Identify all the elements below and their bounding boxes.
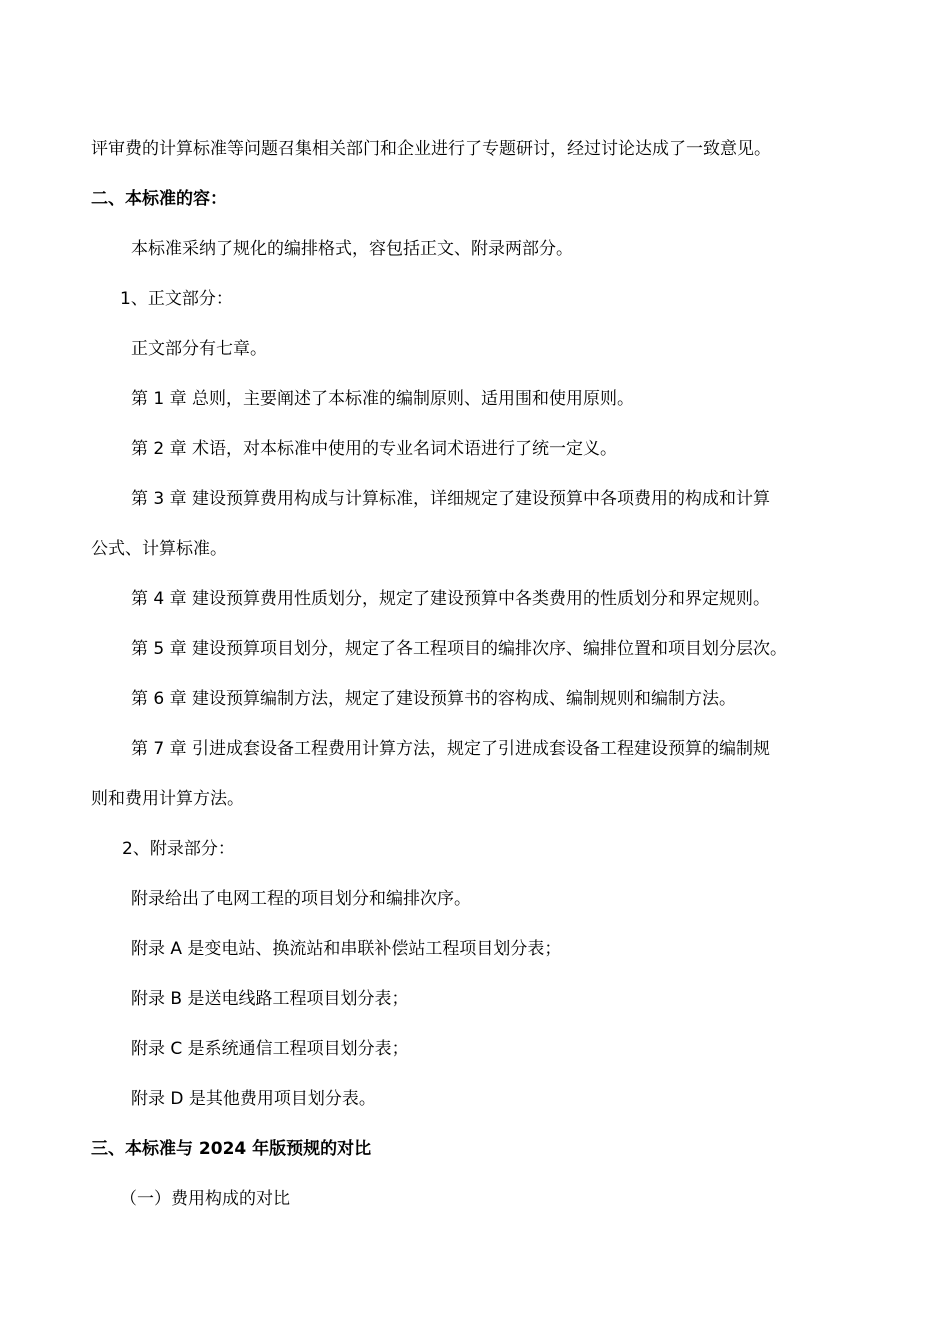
chapter-line: 第 5 章 建设预算项目划分，规定了各工程项目的编排次序、编排位置和项目划分层次。 bbox=[131, 639, 788, 659]
paragraph-line: 正文部分有七章。 bbox=[131, 339, 267, 359]
subsection-heading: （一）费用构成的对比 bbox=[120, 1189, 290, 1209]
paragraph-line: 本标准采纳了规化的编排格式，容包括正文、附录两部分。 bbox=[131, 239, 573, 259]
paragraph-line: 则和费用计算方法。 bbox=[91, 789, 244, 809]
chapter-line: 第 7 章 引进成套设备工程费用计算方法，规定了引进成套设备工程建设预算的编制规 bbox=[131, 739, 771, 759]
appendix-line: 附录 B 是送电线路工程项目划分表； bbox=[131, 989, 409, 1009]
appendix-line: 附录 A 是变电站、换流站和串联补偿站工程项目划分表； bbox=[131, 939, 562, 959]
subsection-heading: 2、附录部分： bbox=[122, 839, 235, 859]
chapter-line: 第 6 章 建设预算编制方法，规定了建设预算书的容构成、编制规则和编制方法。 bbox=[131, 689, 737, 709]
chapter-line: 第 1 章 总则，主要阐述了本标准的编制原则、适用围和使用原则。 bbox=[131, 389, 635, 409]
subsection-heading: 1、正文部分： bbox=[120, 289, 233, 309]
appendix-line: 附录 D 是其他费用项目划分表。 bbox=[131, 1089, 376, 1109]
chapter-line: 第 2 章 术语，对本标准中使用的专业名词术语进行了统一定义。 bbox=[131, 439, 618, 459]
paragraph-line: 附录给出了电网工程的项目划分和编排次序。 bbox=[131, 889, 471, 909]
chapter-line: 第 4 章 建设预算费用性质划分，规定了建设预算中各类费用的性质划分和界定规则。 bbox=[131, 589, 771, 609]
chapter-line: 第 3 章 建设预算费用构成与计算标准，详细规定了建设预算中各项费用的构成和计算 bbox=[131, 489, 771, 509]
paragraph-line: 公式、计算标准。 bbox=[91, 539, 227, 559]
paragraph-line: 评审费的计算标准等问题召集相关部门和企业进行了专题研讨，经过讨论达成了一致意见。 bbox=[91, 139, 771, 159]
section-heading: 三、本标准与 2024 年版预规的对比 bbox=[91, 1139, 372, 1159]
section-heading: 二、本标准的容： bbox=[91, 189, 227, 209]
appendix-line: 附录 C 是系统通信工程项目划分表； bbox=[131, 1039, 409, 1059]
